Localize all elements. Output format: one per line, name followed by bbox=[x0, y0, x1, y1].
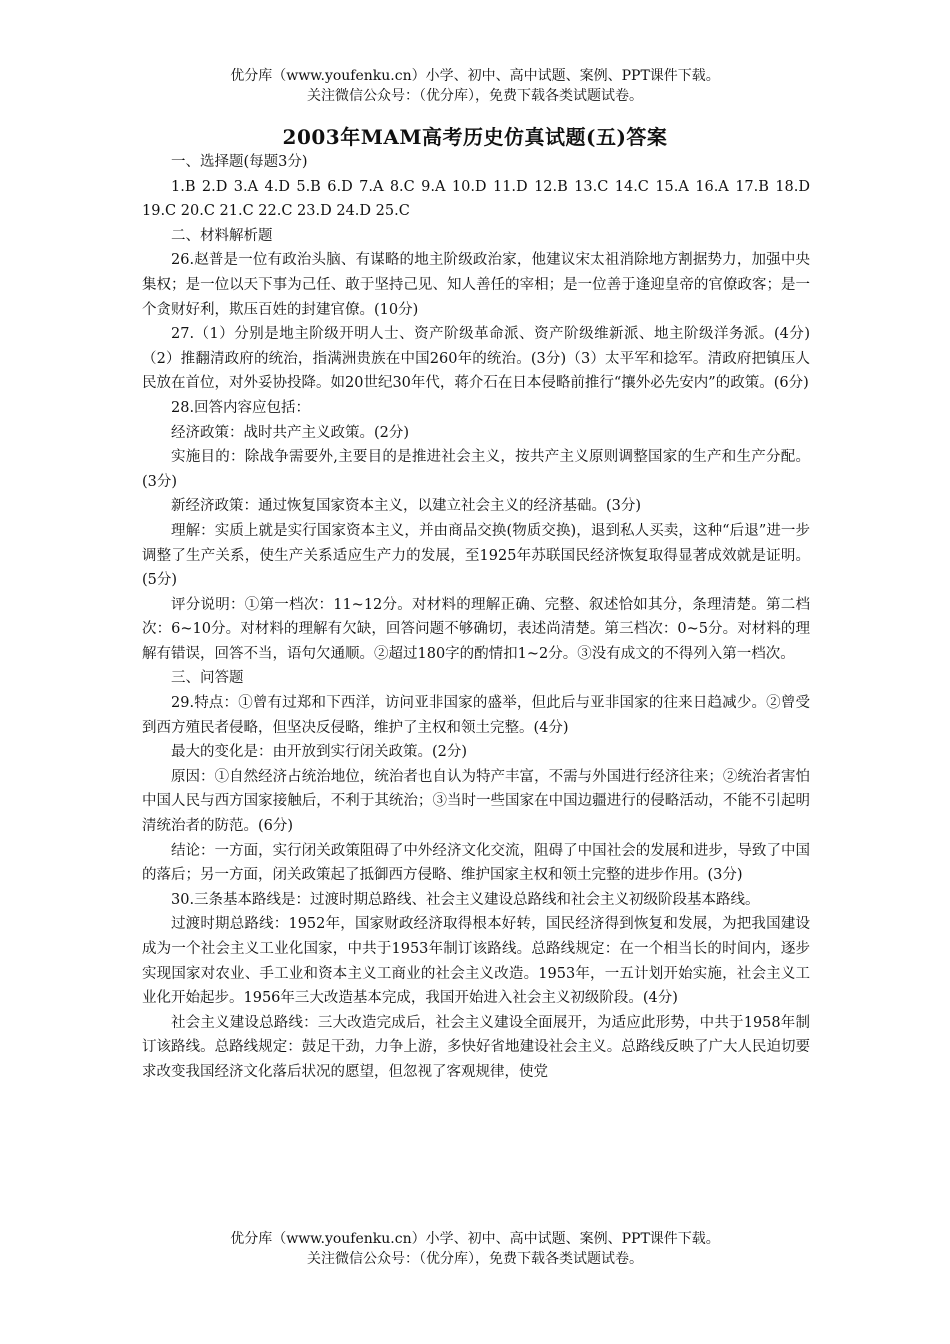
footer-line-2: 关注微信公众号：（优分库），免费下载各类试题试卷。 bbox=[307, 1251, 643, 1267]
paragraph: 结论：一方面，实行闭关政策阻碍了中外经济文化交流，阻碍了中国社会的发展和进步，导致了中国的落后；另一方面，闭关政策起了抵御西方侵略、维护国家主权和领土完整的进步作用。(3分) bbox=[142, 842, 810, 884]
paragraph: 1.B 2.D 3.A 4.D 5.B 6.D 7.A 8.C 9.A 10.D 11.D 12.B 13.C 14.C 15.A 16.A 17.B 18.D 19.C 20.C 21.C 22.C 23.D 24.D 25.C bbox=[142, 178, 810, 220]
paragraph: 理解：实质上就是实行国家资本主义，并由商品交换(物质交换)，退到私人买卖，这种“后退”进一步调整了生产关系，使生产关系适应生产力的发展，至1925年苏联国民经济恢复取得显著成效就是证明。(5分) bbox=[142, 522, 810, 589]
paragraph: 原因：①自然经济占统治地位，统治者也自认为特产丰富，不需与外国进行经济往来；②统治者害怕中国人民与西方国家接触后，不利于其统治；③当时一些国家在中国边疆进行的侵略活动，不能不引起明清统治者的防范。(6分) bbox=[142, 768, 810, 835]
paragraph: 26.赵普是一位有政治头脑、有谋略的地主阶级政治家，他建议宋太祖消除地方割据势力，加强中央集权；是一位以天下事为己任、敢于坚持己见、知人善任的宰相；是一位善于逢迎皇帝的官僚政客；是一个贪财好利，欺压百姓的封建官僚。(10分) bbox=[142, 252, 810, 318]
footer-line-1: 优分库（www.youfenku.cn）小学、初中、高中试题、案例、PPT课件下载。 bbox=[230, 1231, 720, 1247]
paragraph: 社会主义建设总路线：三大改造完成后，社会主义建设全面展开，为适应此形势，中共于1958年制订该路线。总路线规定：鼓足干劲，力争上游，多快好省地建设社会主义。总路线反映了广大人民迫切要求改变我国经济文化落后状况的愿望，但忽视了客观规律，使党 bbox=[142, 1014, 810, 1080]
paragraph: 新经济政策：通过恢复国家资本主义，以建立社会主义的经济基础。(3分) bbox=[171, 498, 642, 515]
header-line-1: 优分库（www.youfenku.cn）小学、初中、高中试题、案例、PPT课件下载。 bbox=[230, 68, 720, 84]
paragraph: 评分说明：①第一档次：11~12分。对材料的理解正确、完整、叙述恰如其分，条理清楚。第二档次：6~10分。对材料的理解有欠缺，回答问题不够确切，表述尚清楚。第三档次：0~5分。对材料的理解有错误，回答不当，语句欠通顺。②超过180字的酌情扣1~2分。③没有成文的不得列入第一档次。 bbox=[142, 596, 810, 662]
paragraph: 过渡时期总路线：1952年，国家财政经济取得根本好转，国民经济得到恢复和发展，为把我国建设成为一个社会主义工业化国家，中共于1953年制订该路线。总路线规定：在一个相当长的时间内，逐步实现国家对农业、手工业和资本主义工商业的社会主义改造。1953年，一五计划开始实施，社会主义工业化开始起步。1956年三大改造基本完成，我国开始进入社会主义初级阶段。(4分) bbox=[142, 916, 810, 1007]
document-title: 2003年MAM高考历史仿真试题(五)答案 bbox=[282, 125, 668, 149]
paragraph: 27.（1）分别是地主阶级开明人士、资产阶级革命派、资产阶级维新派、地主阶级洋务派。(4分)（2）推翻清政府的统治，指满洲贵族在中国260年的统治。(3分)（3）太平军和捻军。清政府把镇压人民放在首位，对外妥协投降。如20世纪30年代，蒋介石在日本侵略前推行“攘外必先安内”的政策。(6分) bbox=[142, 326, 810, 392]
page-header bbox=[0, 66, 950, 106]
paragraph: 28.回答内容应包括： bbox=[171, 399, 311, 416]
paragraph: 30.三条基本路线是：过渡时期总路线、社会主义建设总路线和社会主义初级阶段基本路线。 bbox=[171, 891, 760, 908]
paragraph: 29.特点：①曾有过郑和下西洋，访问亚非国家的盛举，但此后与亚非国家的往来日趋减少。②曾受到西方殖民者侵略，但坚决反侵略，维护了主权和领土完整。(4分) bbox=[142, 695, 810, 736]
paragraph: 最大的变化是：由开放到实行闭关政策。(2分) bbox=[171, 744, 468, 761]
paragraph: 实施目的：除战争需要外,主要目的是推进社会主义，按共产主义原则调整国家的生产和生产分配。(3分) bbox=[142, 449, 810, 490]
paragraph: 经济政策：战时共产主义政策。(2分) bbox=[171, 424, 410, 441]
section-heading: 二、材料解析题 bbox=[171, 227, 273, 244]
section-heading: 一、选择题(每题3分) bbox=[171, 154, 308, 170]
document-body bbox=[142, 150, 810, 1085]
section-heading: 三、问答题 bbox=[171, 670, 244, 687]
header-line-2: 关注微信公众号：（优分库），免费下载各类试题试卷。 bbox=[307, 88, 643, 104]
page-footer bbox=[0, 1229, 950, 1269]
